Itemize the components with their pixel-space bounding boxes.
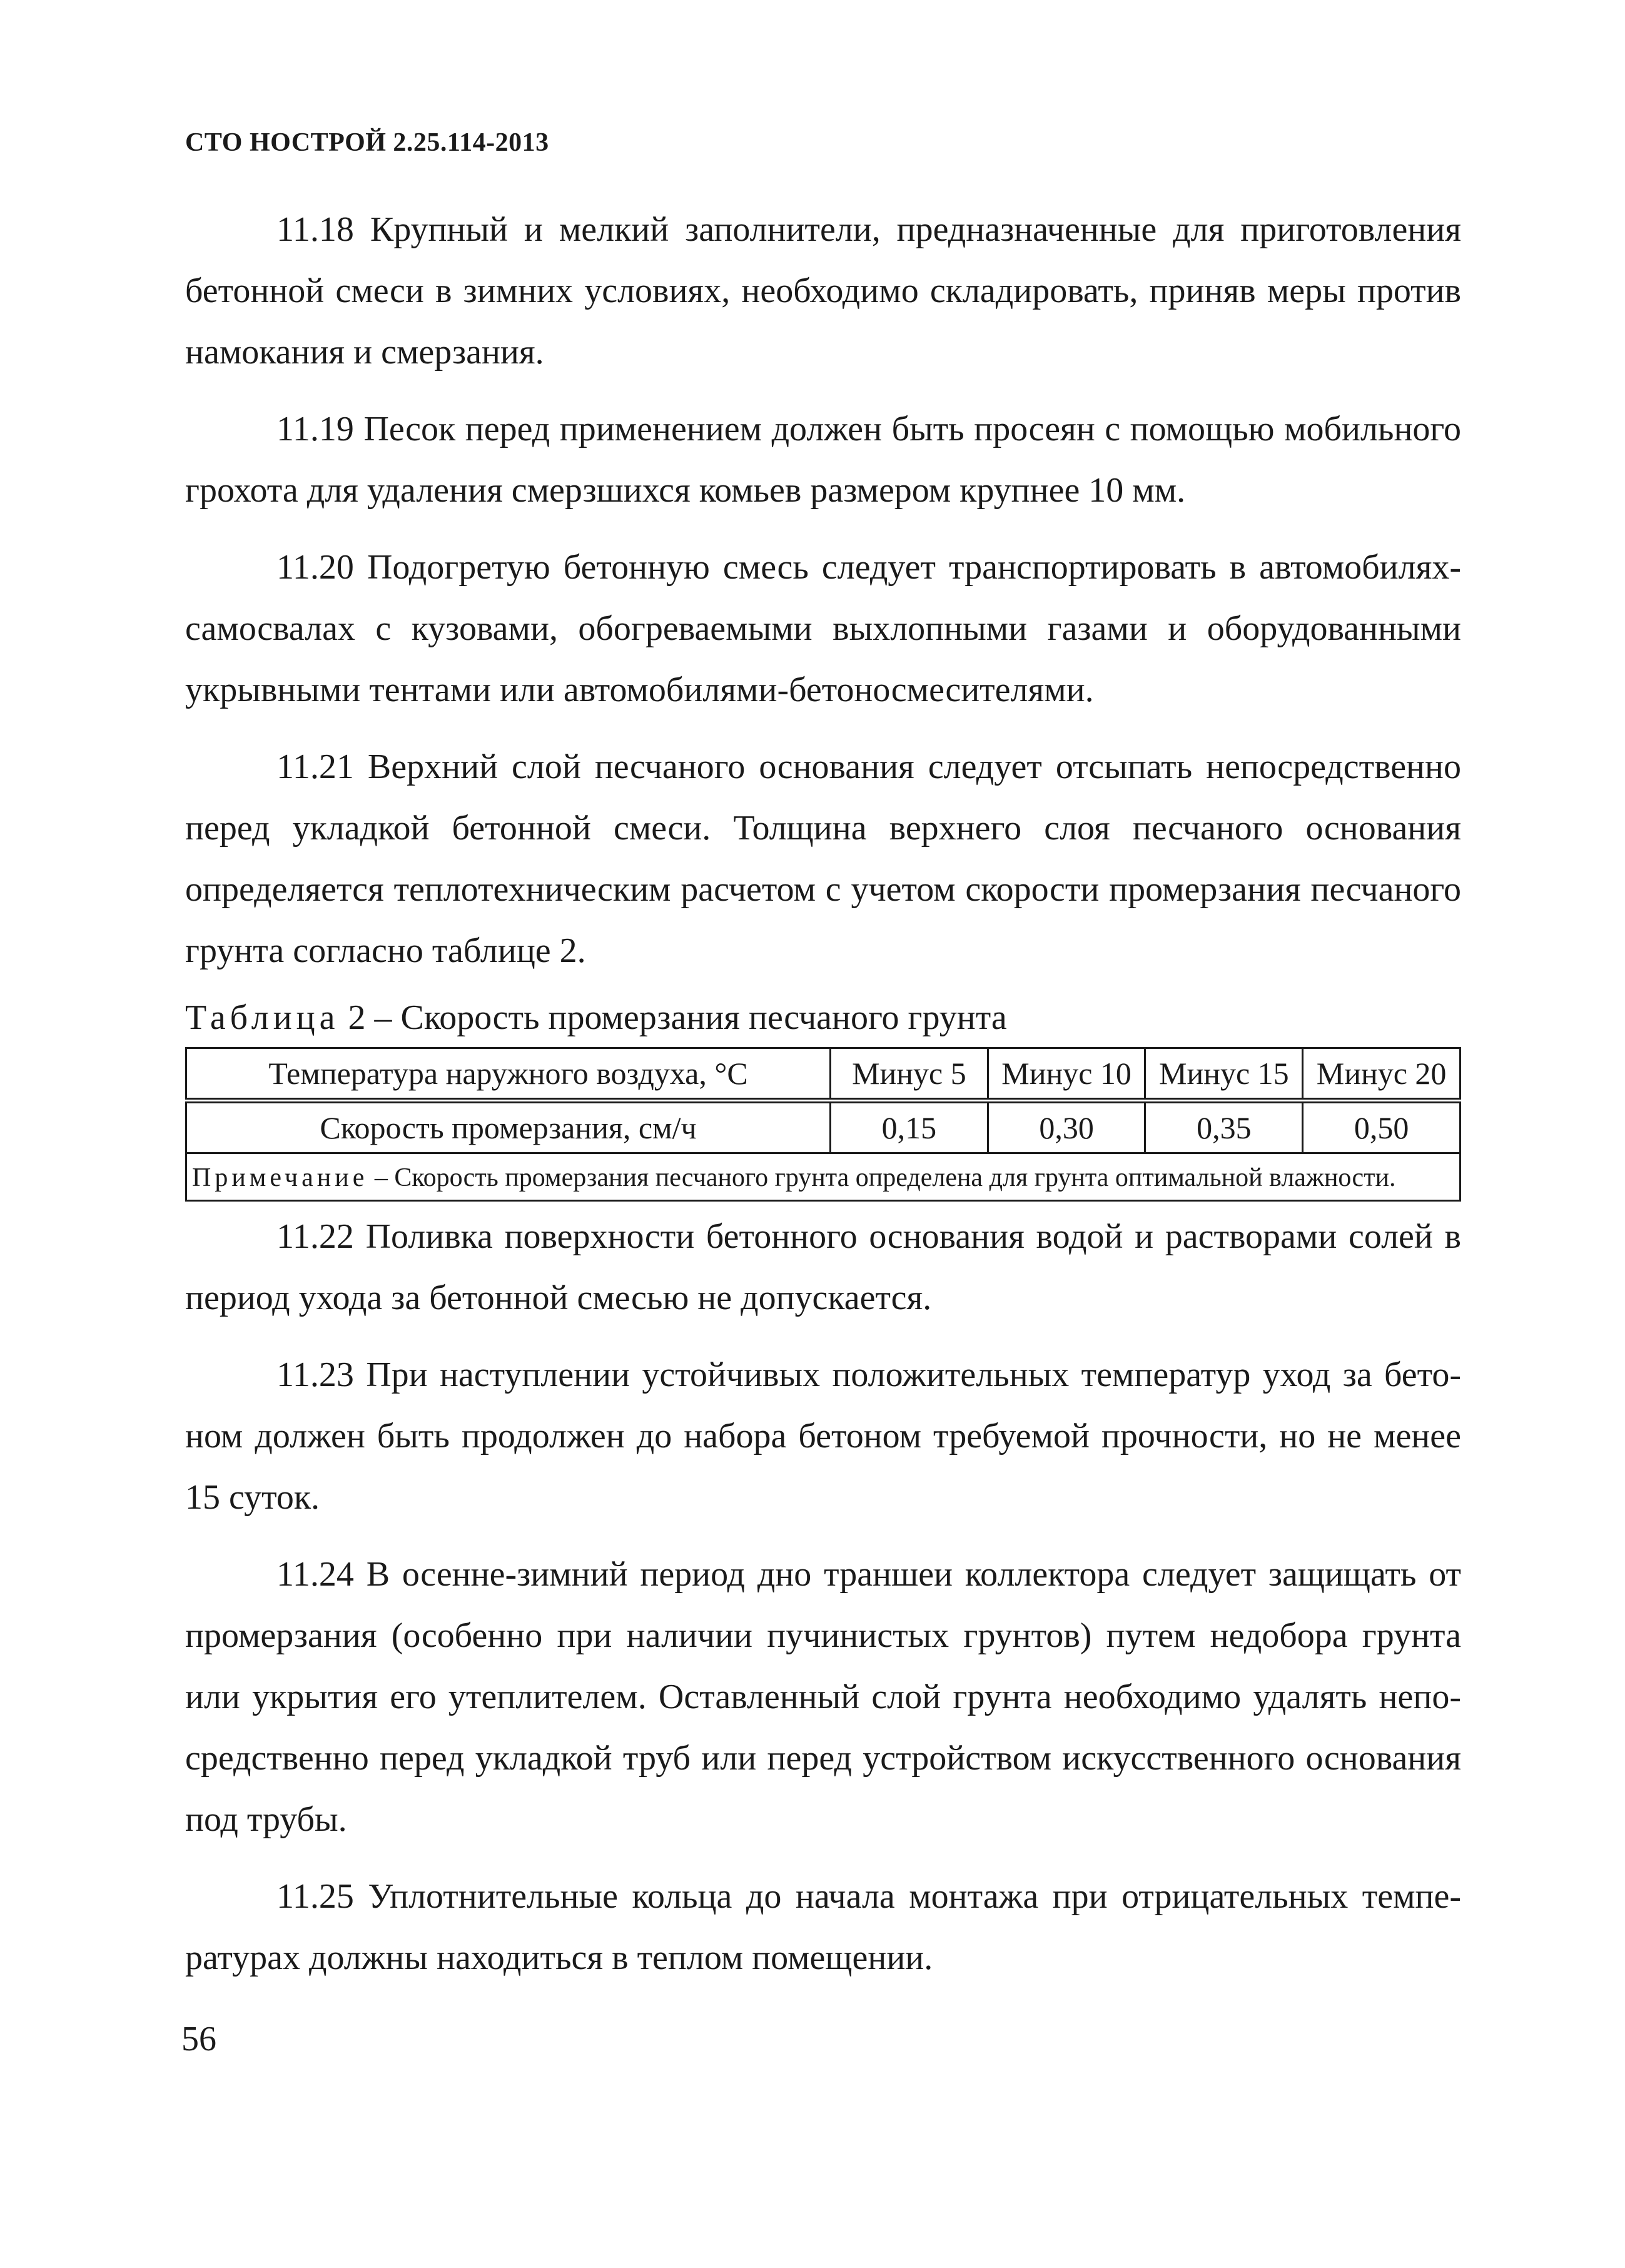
- table-cell: Скорость промерзания, см/ч: [186, 1101, 831, 1153]
- paragraphs-bottom: [185, 1206, 1461, 1988]
- table-header-cell: Минус 15: [1145, 1048, 1303, 1101]
- table-caption-label: Таблица: [185, 998, 340, 1037]
- table-note-row: [186, 1153, 1460, 1201]
- freezing-rate-table: [185, 1047, 1461, 1202]
- table-header-cell: Температура наружного воздуха, °С: [186, 1048, 831, 1101]
- paragraph-11-25: 11.25 Уплотнительные кольца до начала монтажа при отрицательных температурах должны находиться в теплом помещении.: [185, 1877, 1461, 1977]
- paragraph-11-22: 11.22 Поливка поверхности бетонного основания водой и растворами солей в период ухода за бетонной смесью не допускается.: [185, 1217, 1461, 1317]
- document-header: СТО НОСТРОЙ 2.25.114-2013: [185, 128, 549, 157]
- table-cell: 0,35: [1145, 1101, 1303, 1153]
- paragraph-11-21: 11.21 Верхний слой песчаного основания следует отсыпать непосредственно перед укладкой бетонной смеси. Толщина верхнего слоя песчаного основания определяется теплотехническим расчетом с учетом скорости промерзания песчаного грунта согласно таблице 2.: [185, 747, 1461, 970]
- paragraph-11-19: 11.19 Песок перед применением должен быть просеян с помощью мобильного грохота для удаления смерзшихся комьев размером крупнее 10 мм.: [185, 410, 1461, 510]
- paragraph-11-20: 11.20 Подогретую бетонную смесь следует транспортировать в автомобилях-самосвалах с кузовами, обогреваемыми выхлопными газами и оборудованными укрывными тентами или автомобилями-бетоносмесителями.: [185, 548, 1461, 709]
- table-note: [186, 1153, 1460, 1201]
- table-cell: 0,30: [988, 1101, 1145, 1153]
- paragraphs-top: [185, 199, 1461, 1202]
- table-header-cell: Минус 20: [1303, 1048, 1460, 1101]
- table-header-row: [186, 1048, 1460, 1101]
- table-cell: 0,50: [1303, 1101, 1460, 1153]
- table-header-cell: Минус 5: [831, 1048, 988, 1101]
- table-cell: 0,15: [831, 1101, 988, 1153]
- paragraph-11-24: 11.24 В осенне-зимний период дно траншеи коллектора следует защищать от промерзания (особенно при наличии пучинистых грунтов) путем недобора грунта или укрытия его утеплителем. Оставленный слой грунта необходимо удалять непосредственно перед укладкой труб или перед устройством искусственного основания под трубы.: [185, 1555, 1461, 1839]
- paragraph-11-18: 11.18 Крупный и мелкий заполнители, предназначенные для приготовления бетонной смеси в зимних условиях, необходимо складировать, приняв меры против намокания и смерзания.: [185, 210, 1461, 372]
- table-note-label: Примечание: [192, 1163, 368, 1192]
- table-note-text: – Скорость промерзания песчаного грунта определена для грунта оптимальной влажности.: [374, 1163, 1396, 1192]
- table-caption-text: 2 – Скорость промерзания песчаного грунта: [348, 998, 1007, 1037]
- table-caption: [185, 997, 1461, 1038]
- paragraph-11-23: 11.23 При наступлении устойчивых положительных температур уход за бетоном должен быть продолжен до набора бетоном требуемой прочности, но не менее 15 суток.: [185, 1355, 1461, 1517]
- page-number: 56: [181, 2020, 216, 2058]
- table-row: [186, 1101, 1460, 1153]
- table-header-cell: Минус 10: [988, 1048, 1145, 1101]
